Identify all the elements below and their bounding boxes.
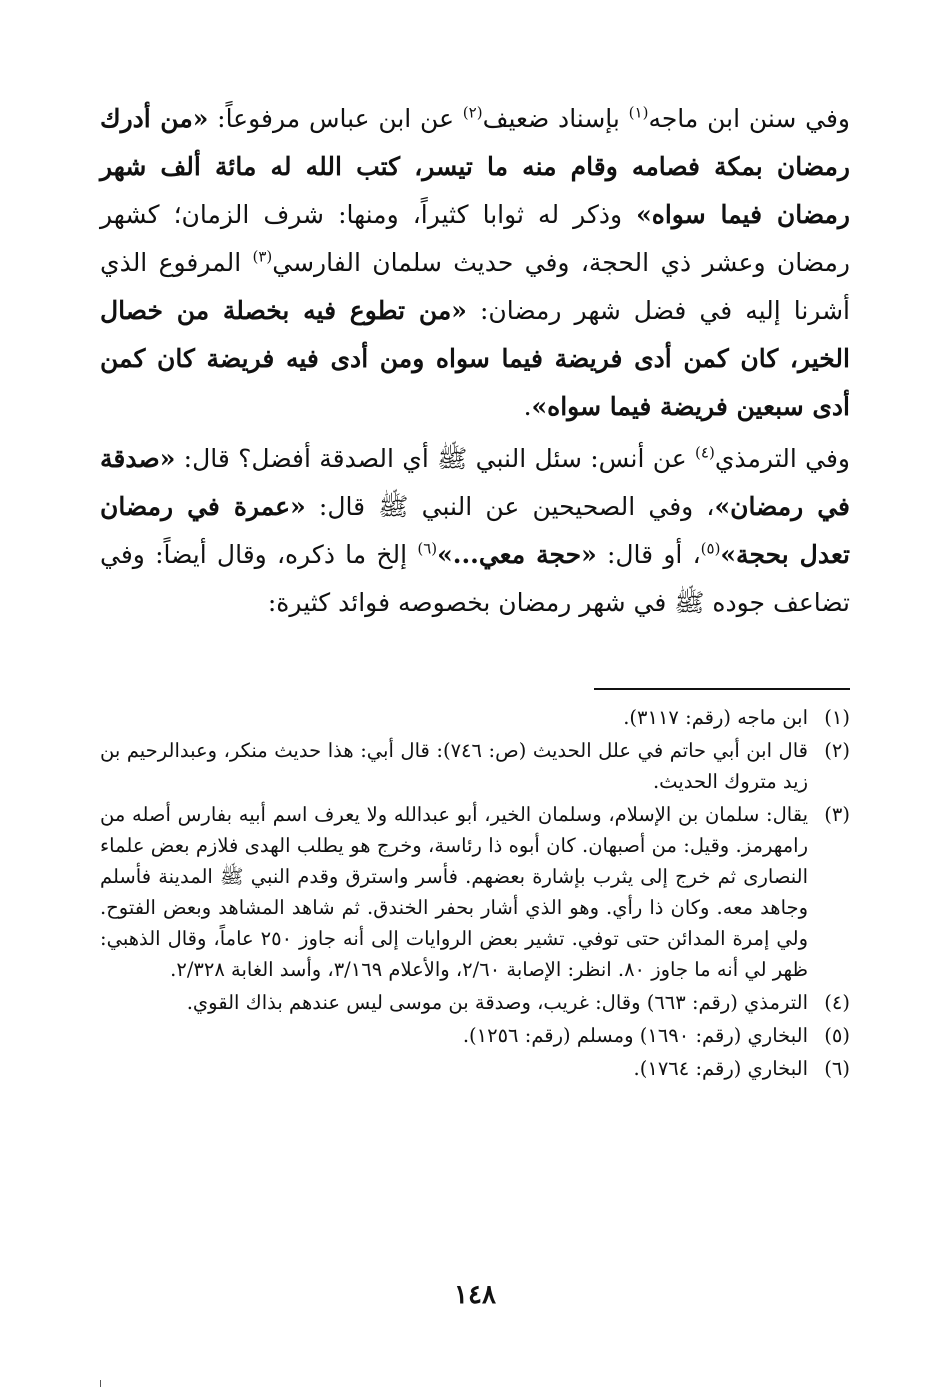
- paragraph-1: [100, 95, 850, 431]
- footnote-3: [100, 799, 850, 985]
- footnote-text: البخاري (رقم: ١٦٩٠) ومسلم (رقم: ١٢٥٦).: [462, 1024, 808, 1047]
- page-body: [100, 95, 850, 627]
- footnote-number: (٢): [824, 739, 850, 762]
- text-run: ، وفي الصحيحين عن النبي ﷺ قال:: [305, 492, 715, 521]
- footnote-text: قال ابن أبي حاتم في علل الحديث (ص: ٧٤٦): قال أبي: هذا حديث منكر، وعبدالرحيم بن زيد متروك الحديث.: [100, 739, 808, 793]
- footnote-number: (٣): [824, 803, 850, 826]
- footnote-5: [100, 1020, 850, 1051]
- hadith-quote: «عمرة في رمضان تعدل بحجة»: [100, 492, 850, 569]
- text-run: المرفوع الذي أشرنا إليه في فضل شهر رمضان:: [100, 248, 850, 325]
- footnote-number: (٤): [824, 991, 850, 1014]
- text-run: إلخ ما ذكره، وقال أيضاً: وفي تضاعف جوده ﷺ في شهر رمضان بخصوصه فوائد كثيرة:: [100, 540, 850, 617]
- footnote-4: [100, 987, 850, 1018]
- footnote-6: [100, 1053, 850, 1084]
- text-run: .: [523, 392, 532, 421]
- footnote-1: [100, 702, 850, 733]
- paragraph-2: [100, 435, 850, 627]
- hadith-quote: «حجة معي...»: [437, 540, 597, 569]
- footnote-text: البخاري (رقم: ١٧٦٤).: [633, 1057, 808, 1080]
- text-run: وفي الترمذي: [714, 444, 850, 473]
- hadith-quote: «من أدرك رمضان بمكة فصامه وقام منه ما تيسر، كتب الله له مائة ألف شهر رمضان فيما سواه»: [100, 104, 851, 229]
- text-run: عن ابن عباس مرفوعاً:: [208, 104, 463, 133]
- footnote-number: (٥): [824, 1024, 850, 1047]
- footnote-marker: (٢): [462, 103, 483, 122]
- text-run: بإسناد ضعيف: [482, 104, 629, 133]
- footnote-marker: (١): [628, 103, 649, 122]
- text-run: عن أنس: سئل النبي ﷺ أي الصدقة أفضل؟ قال:: [175, 444, 696, 473]
- main-text: [100, 95, 850, 627]
- footnote-marker: (٦): [417, 539, 438, 558]
- footnote-text: الترمذي (رقم: ٦٦٣) وقال: غريب، وصدقة بن موسى ليس عندهم بذاك القوي.: [186, 991, 808, 1014]
- footnotes: [100, 702, 850, 1086]
- footnote-text: يقال: سلمان بن الإسلام، وسلمان الخير، أبو عبدالله ولا يعرف اسم أبيه بفارس أصله من رامهرمز. وقيل: من أصبهان. كان أبوه ذا رئاسة، وخرج هو يطلب الهدى فلازم بعض علماء النصارى ثم خرج إلى يثرب بإشارة بعضهم. فأسر واسترق وقدم النبي ﷺ المدينة فأسلم وجاهد معه. وكان ذا رأي. وهو الذي أشار بحفر الخندق. ثم شاهد المشاهد وبعض الفتوح. ولي إمرة المدائن حتى توفي. تشير بعض الروايات إلى أنه جاوز ٢٥٠ عاماً، وقال الذهبي: ظهر لي أنه ما جاوز ٨٠. انظر: الإصابة ٢/٦٠، والأعلام ٣/١٦٩، وأسد الغابة ٢/٣٢٨.: [100, 803, 808, 981]
- footnote-number: (٦): [824, 1057, 850, 1080]
- text-run: وذكر له ثوابا كثيراً، ومنها: شرف الزمان؛ كشهر رمضان وعشر ذي الحجة، وفي حديث سلمان الفارسي: [100, 200, 850, 277]
- scan-mark: [100, 1380, 101, 1387]
- text-run: ، أو قال:: [596, 540, 701, 569]
- text-run: وفي سنن ابن ماجه: [648, 104, 850, 133]
- footnote-number: (١): [824, 706, 850, 729]
- hadith-quote: «من تطوع فيه بخصلة من خصال الخير، كان كمن أدى فريضة فيما سواه ومن أدى فيه فريضة كان كمن أدى سبعين فريضة فيما سواه»: [100, 296, 850, 421]
- footnote-2: [100, 735, 850, 797]
- footnote-text: ابن ماجه (رقم: ٣١١٧).: [623, 706, 808, 729]
- footnote-marker: (٣): [252, 247, 273, 266]
- footnote-separator: [594, 688, 850, 690]
- footnote-marker: (٤): [695, 443, 715, 462]
- footnote-marker: (٥): [700, 539, 721, 558]
- page-number: ١٤٨: [454, 1280, 496, 1310]
- hadith-quote: «صدقة في رمضان»: [100, 444, 850, 521]
